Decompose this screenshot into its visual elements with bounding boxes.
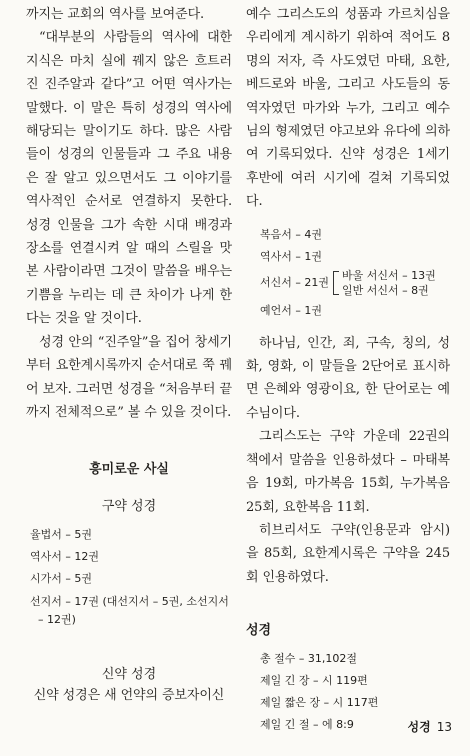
list-item: 시가서 – 5권 bbox=[30, 572, 92, 586]
paragraph: 까지는 교회의 역사를 보여준다. bbox=[26, 7, 205, 22]
page-number: 13 bbox=[436, 720, 452, 734]
list-item: 예언서 – 1권 bbox=[260, 303, 322, 317]
ot-heading: 구약 성경 bbox=[101, 499, 157, 515]
paragraph: 예수 그리스도의 성품과 가르치심을 우리에게 계시하기 위하여 적어도 8명의 저자, 즉 사도였던 마태, 요한, 베드로와 바울, 그리고 사도들의 동역자였던 마가와 누가, 그리고 예수님의 형제였던 야고보와 유다에 의하여 기록되었다. 신약 성경은 1세기 후반에 여러 시기에 걸쳐 기록되었다. bbox=[246, 7, 450, 210]
paragraph: 하나님, 인간, 죄, 구속, 칭의, 성화, 영화, 이 말들을 2단어로 표시하면 은혜와 영광이요, 한 단어로는 예수님이다. bbox=[246, 335, 450, 421]
list-item: 제일 긴 장 – 시 119편 bbox=[260, 674, 368, 688]
right-column bbox=[246, 0, 450, 736]
list-item: – 12권) bbox=[38, 613, 76, 627]
ot-list bbox=[26, 524, 232, 629]
list-item: 선지서 – 17권 (대선지서 – 5권, 소선지서 bbox=[30, 595, 229, 609]
stats-heading: 성경 bbox=[246, 623, 272, 639]
list-item: 복음서 – 4권 bbox=[260, 227, 322, 241]
page-footer bbox=[408, 718, 452, 735]
list-item: 제일 짧은 장 – 시 117편 bbox=[260, 696, 379, 710]
list-item: 역사서 – 12권 bbox=[30, 550, 99, 564]
sidebar-title: 흥미로운 사실 bbox=[89, 462, 169, 478]
paragraph: 그리스도는 구약 가운데 22권의 책에서 말씀을 인용하셨다 – 마태복음 19회, 마가복음 15회, 누가복음 25회, 요한복음 11회. bbox=[246, 429, 450, 515]
epistles-group bbox=[260, 268, 450, 298]
list-item: 제일 긴 절 – 에 8:9 bbox=[260, 718, 354, 732]
footer-label: 성경 bbox=[407, 720, 431, 734]
list-item: 바울 서신서 – 13권 bbox=[342, 268, 436, 282]
list-item: 일반 서신서 – 8권 bbox=[342, 283, 429, 297]
left-column bbox=[26, 0, 232, 708]
list-item: 역사서 – 1권 bbox=[260, 249, 322, 263]
list-item: 율법서 – 5권 bbox=[30, 528, 92, 542]
list-item: 서신서 – 21권 bbox=[260, 275, 329, 289]
epistles-sublist bbox=[342, 268, 436, 298]
paragraph: 성경 안의 “진주알”을 집어 창세기부터 요한계시록까지 순서대로 쭉 꿰어 보자. 그러면 성경을 “처음부터 끝까지 전체적으로” 볼 수 있을 것이다. bbox=[26, 334, 232, 420]
paragraph: “대부분의 사람들의 역사에 대한 지식은 마치 실에 꿰지 않은 흐트러진 진주알과 같다”고 어떤 역사가는 말했다. 이 말은 특히 성경의 역사에 해당되는 말이기도 하다. 많은 사람들이 성경의 인물들과 그 주요 내용은 잘 알고 있으면서도 그 이야기를 역사적인 순서로 연결하지 못한다. 성경 인물을 그가 속한 시대 배경과 장소를 연결시켜 알 때의 스릴을 맛본 사람이라면 그것이 말씀을 배우는 기쁨을 누리는 데 큰 차이가 나게 한다는 것을 알 것이다. bbox=[26, 30, 232, 327]
list-item: 총 절수 – 31,102절 bbox=[260, 652, 357, 666]
nt-heading: 신약 성경 bbox=[101, 667, 157, 683]
nt-books-list bbox=[246, 224, 450, 322]
bracket bbox=[333, 271, 339, 295]
nt-text: 신약 성경은 새 언약의 증보자이신 bbox=[33, 688, 225, 704]
paragraph: 히브리서도 구약(인용문과 암시)을 85회, 요한계시록은 구약을 245회 인용하였다. bbox=[246, 522, 450, 585]
